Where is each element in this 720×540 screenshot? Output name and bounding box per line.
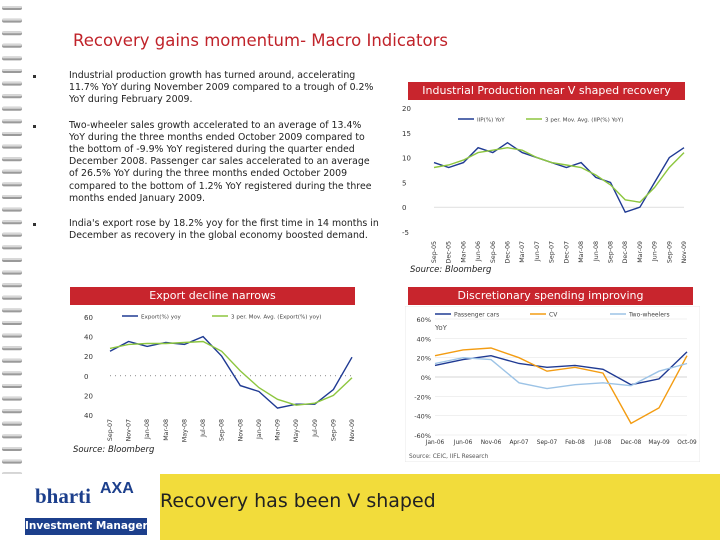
x-tick-label: Jun-08 [592,241,600,262]
logo-brand: bharti [35,484,92,508]
footer-caption: Recovery has been V shaped [160,490,436,512]
x-tick-label: Mar-08 [162,419,170,441]
y-tick-label: 10 [402,154,411,163]
legend-entry: Passenger cars [454,311,500,319]
chart-frame [405,306,700,462]
x-tick-label: Sep-08 [607,241,615,264]
x-tick-label: Sep-05 [431,241,438,264]
binding-ring [2,145,22,149]
binding-ring [2,208,22,212]
x-tick-label: Mar-06 [460,241,468,263]
x-tick-label: Jun-06 [475,241,483,262]
x-tick-label: Jul-08 [594,440,612,446]
x-tick-label: Dec-07 [563,241,571,264]
y-axis-label: YoY [435,324,447,332]
y-tick-label: -20% [414,393,431,402]
x-tick-label: Mar-07 [519,241,527,263]
binding-ring [2,170,22,174]
x-tick-label: May-09 [648,440,670,446]
y-tick-label: 20 [402,105,411,113]
binding-ring [2,321,22,325]
chart-source: Source: Bloomberg [73,445,155,455]
x-tick-label: Sep-07 [548,241,556,264]
legend-entry: Two-wheelers [629,311,670,319]
y-tick-label: 20 [84,353,93,362]
x-tick-label: Sep-06 [489,241,497,264]
legend-entry: 3 per. Mov. Avg. (IIP(%) YoY) [545,117,624,124]
binding-ring [2,119,22,123]
legend-entry: Export(%) yoy [141,314,181,321]
binding-ring [2,69,22,73]
y-tick-label: -5 [402,229,409,237]
y-tick-label: 0 [402,204,407,213]
binding-ring [2,422,22,426]
legend-entry: CV [549,311,558,319]
x-tick-label: Sep-07 [107,419,114,442]
y-tick-label: -60% [414,432,431,440]
x-tick-label: Nov-09 [681,241,688,264]
y-tick-label: 0 [84,372,89,381]
company-logo [25,480,155,538]
bullet-item: Two-wheeler sales growth accelerated to an average of 13.4% YoY during the three months ended October 2009 compared to the bottom of -9.9% YoY registered during the quarter ended December 2008. Passenger car sales accelerated to an average of 26.5% YoY during the three months ended October 2009 compared to the bottom of 1.2% YoY registered during the three months ended January 2009. [30,120,380,205]
binding-ring [2,56,22,60]
y-tick-label: 40 [84,333,93,342]
x-tick-label: Dec-06 [504,241,512,264]
series-line [434,148,684,203]
binding-ring [2,397,22,401]
chart-header-export: Export decline narrows [70,287,355,305]
binding-ring [2,346,22,350]
x-tick-label: Jul-09 [311,419,319,437]
bullet-dot [33,75,36,78]
chart-header-industrial-production: Industrial Production near V shaped recovery [408,82,685,100]
binding-ring [2,334,22,338]
chart-source: Source: CEIC, IIFL Research [409,454,489,460]
x-tick-label: Nov-06 [480,440,502,446]
series-line [110,342,352,406]
series-line [110,337,352,409]
x-tick-label: Jun-09 [651,241,659,262]
binding-ring [2,82,22,86]
x-tick-label: Jan-08 [144,419,152,439]
x-tick-label: Nov-08 [237,419,245,442]
binding-ring [2,460,22,464]
industrial-production-chart [396,103,696,273]
binding-ring [2,44,22,48]
logo-partner: AXA [100,480,134,497]
y-tick-label: 60% [416,316,431,324]
binding-ring [2,371,22,375]
x-tick-label: May-09 [293,419,301,443]
y-tick-label: 40 [84,412,93,420]
export-chart [72,308,362,448]
slide-title: Recovery gains momentum- Macro Indicators [73,31,448,50]
binding-ring [2,258,22,262]
y-tick-label: 40% [416,335,431,344]
binding-ring [2,245,22,249]
binding-ring [2,220,22,224]
binding-ring [2,359,22,363]
y-tick-label: 15 [402,129,411,138]
x-tick-label: Sep-09 [666,241,674,264]
x-tick-label: Sep-08 [218,419,226,442]
binding-ring [2,296,22,300]
x-tick-label: Nov-07 [125,419,133,442]
binding-ring [2,6,22,10]
binding-ring [2,94,22,98]
spiral-binding [0,0,24,520]
x-tick-label: Mar-09 [636,241,644,263]
x-tick-label: Mar-09 [274,419,282,441]
binding-ring [2,157,22,161]
binding-ring [2,107,22,111]
bullet-dot [33,223,36,226]
x-tick-label: Jan-09 [255,419,263,439]
discretionary-spending-chart [405,306,700,462]
bullet-dot [33,125,36,128]
x-tick-label: Apr-07 [509,440,529,446]
x-tick-label: Mar-08 [578,241,586,263]
y-tick-label: -40% [414,412,431,421]
bullet-item: Industrial production growth has turned around, accelerating 11.7% YoY during November 2009 compared to a trough of 0.2% YoY during February 2009. [30,70,380,107]
x-tick-label: Jun-07 [533,241,541,262]
y-tick-label: 60 [84,314,93,322]
x-tick-label: Feb-08 [565,440,585,446]
bullet-list [30,70,380,255]
binding-ring [2,283,22,287]
binding-ring [2,233,22,237]
x-tick-label: Dec-05 [445,241,453,264]
x-tick-label: May-08 [181,419,189,443]
binding-ring [2,31,22,35]
binding-ring [2,19,22,23]
binding-ring [2,195,22,199]
x-tick-label: Jan-06 [425,440,445,446]
binding-ring [2,308,22,312]
x-tick-label: Nov-09 [349,419,356,442]
x-tick-label: Jun-06 [453,440,473,446]
x-tick-label: Jul-08 [200,419,208,437]
x-tick-label: Oct-09 [677,440,697,446]
series-line [434,143,684,213]
y-tick-label: 0% [420,374,431,382]
logo-subtitle: Investment Managers [25,518,147,535]
binding-ring [2,447,22,451]
chart-header-discretionary: Discretionary spending improving [408,287,693,305]
bullet-item: India's export rose by 18.2% yoy for the first time in 14 months in December as recovery in the global economy boosted demand. [30,218,380,242]
x-tick-label: Sep-09 [330,419,338,442]
legend-entry: IIP(%) YoY [477,117,505,124]
binding-ring [2,271,22,275]
y-tick-label: 5 [402,179,407,188]
y-tick-label: 20 [84,392,93,401]
binding-ring [2,384,22,388]
x-tick-label: Sep-07 [536,440,558,446]
y-tick-label: 20% [416,354,431,363]
x-tick-label: Dec-08 [622,241,630,264]
x-tick-label: Dec-08 [620,440,642,446]
legend-entry: 3 per. Mov. Avg. (Export(%) yoy) [231,314,322,321]
binding-ring [2,434,22,438]
binding-ring [2,409,22,413]
chart-source: Source: Bloomberg [410,265,492,275]
binding-ring [2,132,22,136]
binding-ring [2,182,22,186]
